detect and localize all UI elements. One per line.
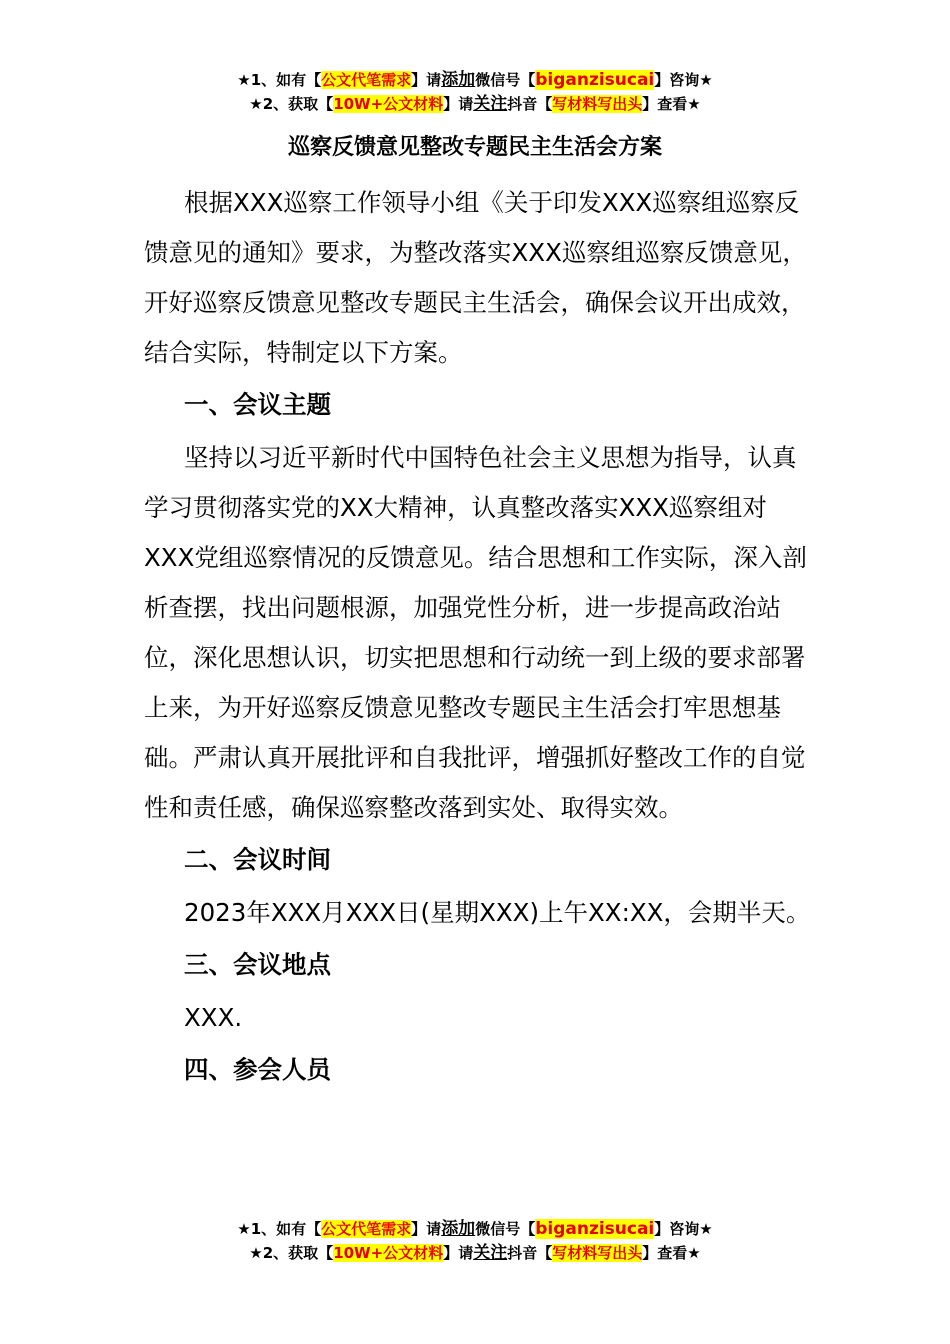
banner-text: 抖音【 xyxy=(507,1244,553,1262)
banner-underline: 关注 xyxy=(473,1243,508,1263)
document-title: 巡察反馈意见整改专题民主生活会方案 xyxy=(287,135,662,160)
banner-highlight: 公文代笔需求 xyxy=(321,1220,412,1238)
banner-text: 微信号【 xyxy=(475,71,536,89)
banner-text: 】请 xyxy=(411,1220,442,1238)
banner-underline: 添加 xyxy=(441,1219,476,1239)
banner-text: 】咨询★ xyxy=(654,1220,713,1238)
banner-underline: 关注 xyxy=(473,94,508,114)
top-banner xyxy=(0,68,950,116)
banner-text: ★2、获取【 xyxy=(249,95,334,113)
banner-wechat-id: biganzisucai xyxy=(535,1219,655,1239)
bottom-banner xyxy=(0,1217,950,1265)
banner-text: ★1、如有【 xyxy=(237,71,322,89)
heading-theme: 一、会议主题 xyxy=(184,390,331,419)
document-body xyxy=(144,178,816,1098)
banner-highlight: 10W+公文材料 xyxy=(333,95,444,113)
banner-text: 】请 xyxy=(443,1244,474,1262)
time-paragraph: 2023年XXX月XXX日(星期XXX)上午XX:XX，会期半天。 xyxy=(184,898,811,927)
banner-text: 】查看★ xyxy=(642,95,701,113)
banner-text: ★2、获取【 xyxy=(249,1244,334,1262)
place-paragraph: XXX. xyxy=(184,1003,243,1032)
theme-paragraph: 坚持以习近平新时代中国特色社会主义思想为指导，认真学习贯彻落实党的XX大精神，认真整改落实XXX巡察组对XXX党组巡察情况的反馈意见。结合思想和工作实际，深入剖析查摆，找出问题根源，加强党性分析，进一步提高政治站位，深化思想认识，切实把思想和行动统一到上级的要求部署上来，为开好巡察反馈意见整改专题民主生活会打牢思想基础。严肃认真开展批评和自我批评，增强抓好整改工作的自觉性和责任感，确保巡察整改落到实处、取得实效。 xyxy=(144,443,807,822)
banner-highlight: 写材料写出头 xyxy=(552,95,643,113)
banner-text: 】咨询★ xyxy=(654,71,713,89)
banner-highlight: 10W+公文材料 xyxy=(333,1244,444,1262)
heading-place: 三、会议地点 xyxy=(184,950,331,979)
banner-wechat-id: biganzisucai xyxy=(535,70,655,90)
banner-line-2 xyxy=(0,1241,950,1265)
banner-highlight: 写材料写出头 xyxy=(552,1244,643,1262)
banner-line-1 xyxy=(0,1217,950,1241)
heading-time: 二、会议时间 xyxy=(184,845,331,874)
banner-text: 】请 xyxy=(443,95,474,113)
banner-text: ★1、如有【 xyxy=(237,1220,322,1238)
banner-text: 】查看★ xyxy=(642,1244,701,1262)
heading-attendees: 四、参会人员 xyxy=(184,1055,331,1084)
banner-line-2 xyxy=(0,92,950,116)
intro-paragraph: 根据XXX巡察工作领导小组《关于印发XXX巡察组巡察反馈意见的通知》要求，为整改落实XXX巡察组巡察反馈意见，开好巡察反馈意见整改专题民主生活会，确保会议开出成效，结合实际，特制定以下方案。 xyxy=(144,188,807,367)
banner-text: 微信号【 xyxy=(475,1220,536,1238)
banner-text: 抖音【 xyxy=(507,95,553,113)
banner-underline: 添加 xyxy=(441,70,476,90)
banner-line-1 xyxy=(0,68,950,92)
banner-highlight: 公文代笔需求 xyxy=(321,71,412,89)
banner-text: 】请 xyxy=(411,71,442,89)
